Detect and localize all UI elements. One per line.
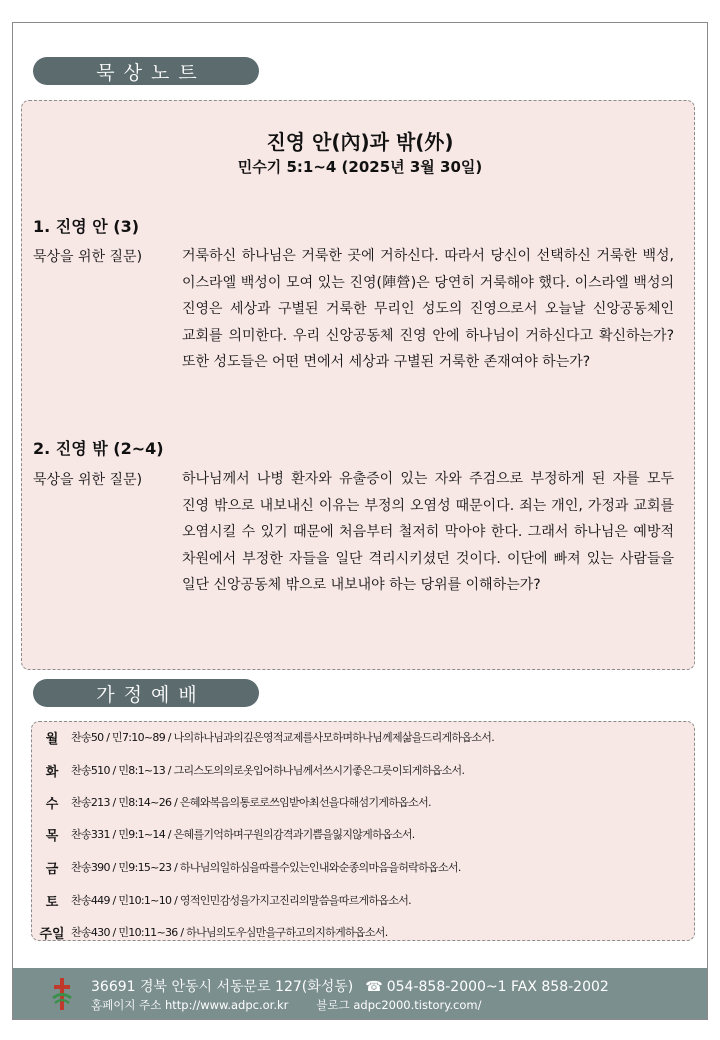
day-name: 월 [45,731,59,747]
day-text: 찬송331 / 민9:1~14 / 은혜를기억하며구원의감격과기쁨을잃지않게하옵소서. [71,828,415,841]
question-body-2: 하나님께서 나병 환자와 유출증이 있는 자와 주검으로 부정하게 된 자를 모두 진영 밖으로 내보내신 이유는 부정의 오염성 때문이다. 죄는 개인, 가정과 교회를 오염시킬 수 있기 때문에 처음부터 철저히 막아야 한다. 그래서 하나님은 예방적 차원에서 부정한 자들을 일단 격리시키셨던 것이다. 이단에 빠져 있는 사람들을 일단 신앙공동체 밖으로 내보내야 하는 당위를 이해하는가? [182,471,674,593]
day-name: 화 [45,764,59,780]
meditation-title: 진영 안(內)과 밖(外) [266,130,454,154]
day-text: 찬송449 / 민10:1~10 / 영적인민감성을가지고진리의말씀을따르게하옵소서. [71,894,411,907]
day-name: 목 [45,828,59,844]
footer-address-line [91,976,609,996]
footer-web-line [91,997,482,1013]
day-text: 찬송390 / 민9:15~23 / 하나님의일하심을따를수있는인내와순종의마음을허락하옵소서. [71,861,461,874]
day-text: 찬송213 / 민8:14~26 / 은혜와복음의통로로쓰임받아최선을다해섬기게하옵소서. [71,796,431,809]
question-body-1: 거룩하신 하나님은 거룩한 곳에 거하신다. 따라서 당신이 선택하신 거룩한 백성, 이스라엘 백성이 모여 있는 진영(陣營)은 당연히 거룩해야 했다. 이스라엘 백성의 진영은 세상과 구별된 거룩한 무리인 성도의 진영으로서 오늘날 신앙공동체인 교회를 의미한다. 우리 신앙공동체 진영 안에 하나님이 거하신다고 확신하는가? 또한 성도들은 어떤 면에서 세상과 구별된 거룩한 존재여야 하는가? [182,248,674,370]
day-name: 토 [45,894,59,910]
family-worship-row [33,823,415,845]
family-worship-row [33,791,431,813]
day-name: 주일 [39,926,65,942]
church-cross-logo-icon [51,978,73,1010]
section-label-family-worship: 가정예배 [33,679,259,707]
day-text: 찬송50 / 민7:10~89 / 나의하나님과의깊은영적교제를사모하며하나님께제삶을드리게하옵소서. [71,731,495,744]
family-worship-row [33,856,461,878]
section-label-meditation: 묵상노트 [33,57,259,85]
family-worship-row [33,759,464,781]
meditation-subtitle: 민수기 5:1~4 (2025년 3월 30일) [237,158,483,176]
day-text: 찬송510 / 민8:1~13 / 그리스도의의로옷입어하나님께서쓰시기좋은그릇이되게하옵소서. [71,764,465,777]
homepage-link[interactable]: 홈페이지 주소 http://www.adpc.or.kr [91,998,289,1012]
church-phone: 054-858-2000~1 FAX 858-2002 [386,979,609,995]
family-worship-row [33,889,411,911]
part-heading-1: 1. 진영 안 (3) [33,217,140,236]
family-worship-row [33,921,388,943]
day-text: 찬송430 / 민10:11~36 / 하나님의도우심만을구하고의지하게하옵소서. [71,926,388,939]
church-address: 36691 경북 안동시 서동문로 127(화성동) [91,979,354,995]
question-label-1: 묵상을 위한 질문) [33,249,143,265]
phone-icon: ☎ [365,979,383,995]
question-label-2: 묵상을 위한 질문) [33,472,143,488]
part-heading-2: 2. 진영 밖 (2~4) [33,439,164,458]
blog-link[interactable]: 블로그 adpc2000.tistory.com/ [316,998,482,1012]
day-name: 금 [45,861,59,877]
family-worship-row [33,726,494,748]
footer [13,968,707,1019]
day-name: 수 [45,796,59,812]
